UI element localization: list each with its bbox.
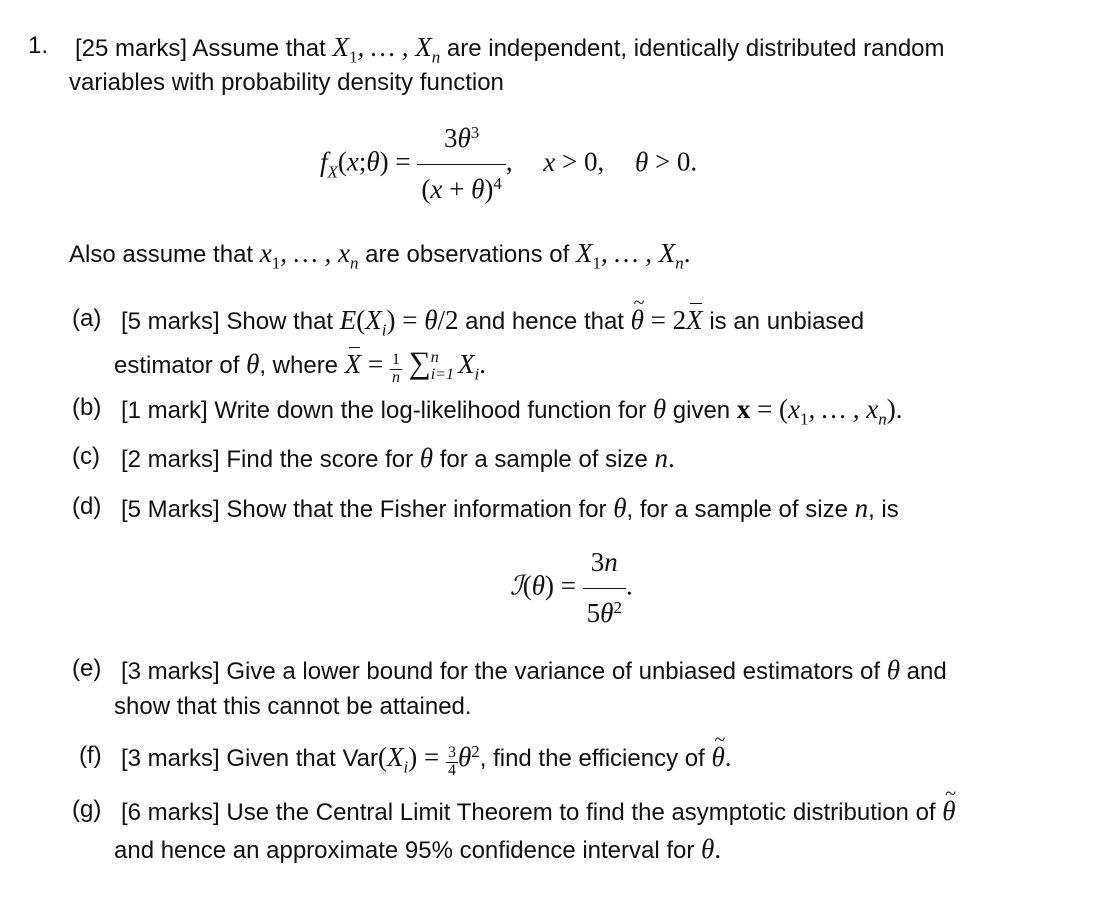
part-f-line: [3 marks] Given that $Var(X_i)$ = $\frac{3}{4}$ $\theta^2$, find the efficiency of ~ θ.	[121, 737, 731, 780]
part-a-line2: estimator of θ, where X = $\frac{1}{n}$ ∑ n i=1 $X_i$.	[114, 345, 486, 386]
part-f-label: (f)	[79, 742, 102, 769]
fisher-information-formula: ℐ(θ) = $\frac{3n}{5\theta^2}$ .	[510, 542, 633, 635]
part-a-line1: [5 marks] Show that $E(X_i) = \theta/2$ and hence that ~ θ = 2X is an unbiased	[121, 300, 864, 342]
part-c-label: (c)	[72, 443, 100, 470]
part-e-line1: [3 marks] Give a lower bound for the variance of unbiased estimators of θ and	[121, 655, 947, 685]
part-d-label: (d)	[72, 493, 102, 520]
part-b-label: (b)	[72, 394, 102, 421]
part-e-line2: show that this cannot be attained.	[114, 693, 472, 720]
observations-line: Also assume that $x_1$, … , $x_n$ are observations of $X_1$, … , $X_n$.	[69, 238, 691, 273]
part-c-line: [2 marks] Find the score for θ for a sample of size n.	[121, 443, 675, 473]
part-g-label: (g)	[72, 796, 102, 823]
part-g-line2: and hence an approximate 95% confidence interval for θ.	[114, 834, 722, 864]
part-d-line: [5 Marks] Show that the Fisher information for θ, for a sample of size n, is	[121, 493, 899, 523]
part-g-line1: [6 marks] Use the Central Limit Theorem to find the asymptotic distribution of ~ θ	[121, 791, 956, 833]
question-intro-line1: [25 marks] Assume that $X_1$, … , $X_n$ are independent, identically distributed random	[75, 32, 945, 67]
pdf-formula: $f_X(x;\theta)$ = $\frac{3\theta^3}{(x + \theta)^4}$ , x > 0, θ > 0.	[320, 118, 697, 211]
part-e-label: (e)	[72, 655, 102, 682]
part-b-line: [1 mark] Write down the log-likelihood function for θ given $x = (x_1$, … , $x_n$).	[121, 394, 903, 429]
question-marks: [25 marks]	[75, 35, 188, 62]
part-a-label: (a)	[72, 305, 102, 332]
question-number: 1.	[28, 32, 49, 59]
question-intro-line2: variables with probability density function	[69, 69, 504, 96]
